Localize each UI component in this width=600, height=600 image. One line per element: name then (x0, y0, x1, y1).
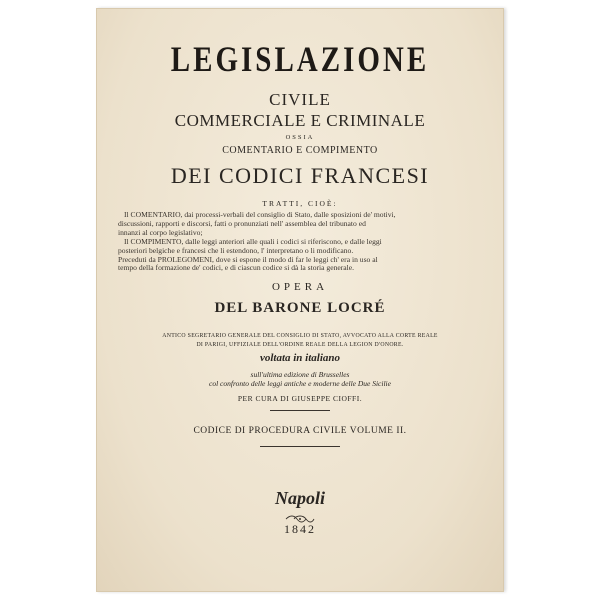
subtitle-codici: DEI CODICI FRANCESI (170, 163, 430, 188)
subtitle-tratti: TRATTI, CIOÈ: (262, 199, 338, 208)
contents-line: Il COMENTARIO, dai processi-verbali del consiglio di Stato, dalle sposizioni de' motivi, (124, 210, 396, 219)
author-title-line: DI PARIGI, UFFIZIALE DELL'ORDINE REALE DELLA LEGION D'ONORE. (196, 342, 404, 348)
contents-line: tempo della formazione de' codici, e di ciascun codice si dà la storia generale. (118, 263, 355, 273)
contents-line: posteriori belgiche e francesi che li estendono, l' interpretano o li modificano. (118, 245, 354, 255)
publication-year: 1842 (284, 522, 316, 536)
subtitle-commerciale: COMMERCIALE E CRIMINALE (174, 111, 426, 130)
edition-note: col confronto delle leggi antiche e moderne delle Due Sicilie (209, 379, 391, 388)
divider-rule (260, 446, 340, 447)
subtitle-ossia: OSSIA (285, 134, 315, 141)
opera-label: OPERA (271, 281, 329, 293)
author-name: DEL BARONE LOCRÉ (214, 300, 386, 316)
contents-line: discussioni, rapporti e discorsi, fatti o pronunziati nell' assemblea del tribunato ed (118, 218, 366, 228)
contents-line: innanzi al corpo legislativo; (118, 227, 203, 237)
subtitle-comentario: COMENTARIO E COMPIMENTO (222, 145, 378, 156)
title-page (96, 8, 504, 592)
contents-description (118, 211, 484, 273)
subtitle-civile: CIVILE (269, 90, 331, 109)
translation-note: voltata in italiano (259, 352, 341, 364)
divider-rule (270, 410, 330, 411)
edition-note: sull'ultima edizione di Brusselles (250, 370, 350, 379)
publication-place: Napoli (274, 488, 325, 508)
volume-label: CODICE DI PROCEDURA CIVILE VOLUME II. (193, 426, 407, 436)
contents-line: Preceduti da PROLEGOMENI, dove si espone il modo di far le leggi ch' era in uso al (118, 254, 378, 264)
contents-line: Il COMPIMENTO, dalle leggi anteriori alle quali i codici si riferiscono, e dalle leggi (124, 236, 382, 246)
author-title-line: ANTICO SEGRETARIO GENERALE DEL CONSIGLIO DI STATO, AVVOCATO ALLA CORTE REALE (162, 333, 438, 339)
main-title: LEGISLAZIONE (170, 39, 430, 80)
editor-credit: PER CURA DI GIUSEPPE CIOFFI. (237, 394, 363, 403)
